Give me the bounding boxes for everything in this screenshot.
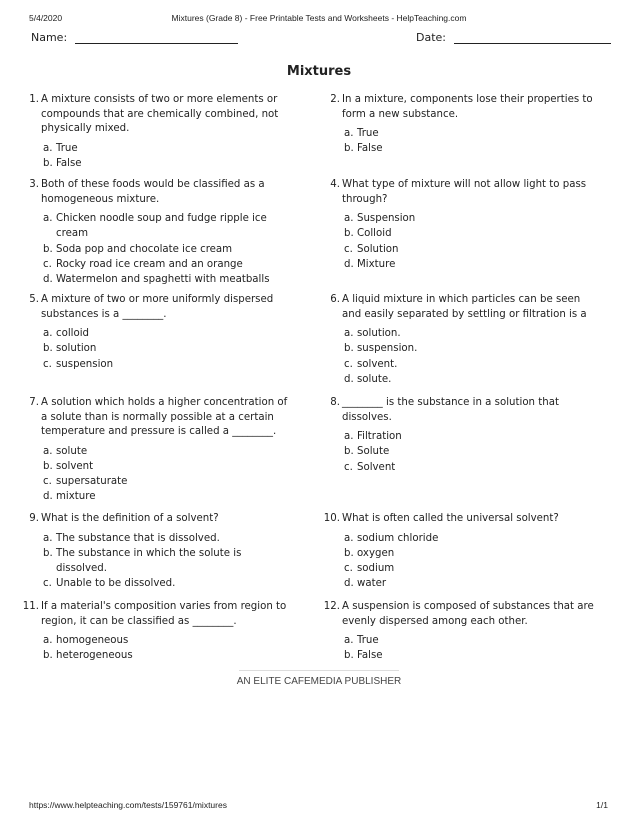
option-letter: b. xyxy=(344,650,354,662)
footer-page: 1/1 xyxy=(596,800,608,810)
option-text: solution. xyxy=(357,328,401,339)
answer-option[interactable] xyxy=(43,341,293,356)
answer-options xyxy=(21,531,293,592)
option-text: Solvent xyxy=(357,461,396,473)
answer-option[interactable] xyxy=(43,474,293,489)
answer-option[interactable] xyxy=(43,576,293,591)
option-text: Suspension xyxy=(357,213,416,224)
question-8 xyxy=(322,396,594,475)
option-text: solute xyxy=(56,445,88,457)
answer-option[interactable] xyxy=(43,444,293,459)
question-text: A solution which holds a higher concentration of a solute than is normally possible at a certain temperature and pressure is called a ________. xyxy=(41,397,288,437)
option-text: heterogeneous xyxy=(56,650,133,662)
question-9 xyxy=(21,512,293,592)
answer-options xyxy=(322,326,594,387)
answer-option[interactable] xyxy=(344,372,594,387)
question-5 xyxy=(21,293,293,372)
option-letter: b. xyxy=(43,650,53,662)
question-number: 12. xyxy=(323,601,340,612)
publisher-label: AN ELITE CAFEMEDIA PUBLISHER xyxy=(236,676,402,687)
answer-option[interactable] xyxy=(344,226,594,241)
date-line[interactable] xyxy=(454,32,611,44)
answer-option[interactable] xyxy=(43,242,293,257)
question-text: In a mixture, components lose their properties to form a new substance. xyxy=(342,94,593,120)
answer-option[interactable] xyxy=(344,648,594,663)
answer-option[interactable] xyxy=(344,633,594,648)
answer-option[interactable] xyxy=(43,357,293,372)
question-text: If a material's composition varies from region to region, it can be classified as ________. xyxy=(41,601,287,627)
option-text: colloid xyxy=(56,328,90,339)
answer-option[interactable] xyxy=(43,489,293,504)
answer-options xyxy=(322,429,594,475)
option-text: water xyxy=(357,578,387,590)
option-text: suspension xyxy=(56,358,114,370)
option-letter: b. xyxy=(43,157,53,169)
answer-options xyxy=(322,531,594,592)
option-text: solvent. xyxy=(357,358,398,370)
option-text: True xyxy=(357,635,379,646)
footer-url: https://www.helpteaching.com/tests/159761/mixtures xyxy=(29,800,227,810)
answer-option[interactable] xyxy=(43,633,293,648)
answer-option[interactable] xyxy=(344,126,594,141)
option-letter: a. xyxy=(43,142,53,154)
option-text: The substance that is dissolved. xyxy=(56,532,220,544)
option-text: Rocky road ice cream and an orange xyxy=(56,258,243,270)
option-letter: b. xyxy=(344,228,354,240)
option-letter: c. xyxy=(43,476,52,488)
name-label: Name: xyxy=(31,31,68,44)
answer-options xyxy=(322,633,594,664)
question-number: 4. xyxy=(330,179,340,190)
answer-option[interactable] xyxy=(344,444,594,459)
option-letter: a. xyxy=(344,635,354,646)
option-text: The substance in which the solute is dissolved. xyxy=(56,547,242,575)
option-letter: a. xyxy=(43,328,53,339)
option-text: sodium chloride xyxy=(357,532,439,544)
option-text: solvent xyxy=(56,460,94,472)
question-number: 10. xyxy=(323,513,340,524)
print-title: Mixtures (Grade 8) - Free Printable Tests and Worksheets - HelpTeaching.com xyxy=(171,13,467,23)
option-text: homogeneous xyxy=(56,635,129,646)
question-12 xyxy=(322,600,594,664)
option-letter: b. xyxy=(43,460,53,472)
question-4 xyxy=(322,178,594,272)
question-text: What type of mixture will not allow light to pass through? xyxy=(342,179,587,205)
option-letter: d. xyxy=(344,373,354,385)
option-text: True xyxy=(357,128,379,139)
option-text: False xyxy=(56,157,82,169)
question-text: What is often called the universal solvent? xyxy=(342,513,559,524)
option-letter: b. xyxy=(344,143,354,155)
question-number: 8. xyxy=(330,397,340,408)
answer-options xyxy=(322,211,594,272)
name-line[interactable] xyxy=(75,32,238,44)
option-letter: c. xyxy=(344,563,353,575)
question-text: What is the definition of a solvent? xyxy=(41,513,219,524)
publisher-divider xyxy=(239,670,399,671)
answer-option[interactable] xyxy=(344,576,594,591)
answer-options xyxy=(21,444,293,505)
option-letter: c. xyxy=(344,358,353,370)
option-text: supersaturate xyxy=(56,476,128,488)
option-letter: a. xyxy=(344,128,354,139)
answer-options xyxy=(322,126,594,157)
question-6 xyxy=(322,293,594,387)
option-text: Filtration xyxy=(357,431,402,442)
option-text: Mixture xyxy=(357,258,396,270)
option-letter: b. xyxy=(344,343,354,355)
option-letter: a. xyxy=(43,445,53,457)
answer-option[interactable] xyxy=(344,546,594,561)
option-letter: d. xyxy=(344,578,354,590)
answer-option[interactable] xyxy=(43,156,293,171)
option-text: Soda pop and chocolate ice cream xyxy=(56,243,233,255)
option-letter: d. xyxy=(43,491,53,503)
option-letter: a. xyxy=(43,532,53,544)
answer-options xyxy=(21,326,293,372)
option-letter: d. xyxy=(43,274,53,286)
option-letter: d. xyxy=(344,258,354,270)
question-number: 7. xyxy=(29,397,39,408)
answer-option[interactable] xyxy=(43,546,293,577)
answer-option[interactable] xyxy=(43,272,293,287)
option-letter: a. xyxy=(43,635,53,646)
question-number: 9. xyxy=(29,513,39,524)
question-text: A mixture of two or more uniformly dispersed substances is a ________. xyxy=(41,294,274,320)
option-letter: b. xyxy=(43,343,53,355)
option-text: Watermelon and spaghetti with meatballs xyxy=(56,274,270,286)
answer-options xyxy=(21,211,293,287)
question-11 xyxy=(21,600,293,664)
question-number: 3. xyxy=(29,179,39,190)
answer-option[interactable] xyxy=(344,242,594,257)
option-text: suspension. xyxy=(357,343,418,355)
question-text: A mixture consists of two or more elements or compounds that are chemically combined, not physically mixed. xyxy=(41,94,279,134)
option-letter: b. xyxy=(43,243,53,255)
date-label: Date: xyxy=(416,31,446,44)
option-letter: c. xyxy=(43,258,52,270)
option-text: mixture xyxy=(56,491,96,503)
option-text: Solute xyxy=(357,446,390,458)
worksheet-title: Mixtures xyxy=(286,64,352,79)
option-text: Solution xyxy=(357,243,399,255)
answer-option[interactable] xyxy=(43,459,293,474)
name-field[interactable] xyxy=(31,31,238,44)
option-text: solute. xyxy=(357,373,392,385)
answer-option[interactable] xyxy=(344,531,594,546)
answer-option[interactable] xyxy=(43,531,293,546)
answer-option[interactable] xyxy=(344,211,594,226)
option-letter: b. xyxy=(344,547,354,559)
option-letter: c. xyxy=(344,461,353,473)
option-text: oxygen xyxy=(357,547,395,559)
question-number: 5. xyxy=(29,294,39,305)
question-number: 2. xyxy=(330,94,340,105)
question-number: 6. xyxy=(330,294,340,305)
answer-options xyxy=(21,141,293,172)
question-text: A liquid mixture in which particles can be seen and easily separated by settling or filtration is a xyxy=(342,294,587,320)
answer-option[interactable] xyxy=(344,326,594,341)
question-10 xyxy=(322,512,594,592)
answer-option[interactable] xyxy=(344,257,594,272)
answer-option[interactable] xyxy=(344,561,594,576)
answer-option[interactable] xyxy=(43,648,293,663)
option-text: True xyxy=(56,142,78,154)
answer-option[interactable] xyxy=(43,141,293,156)
option-text: solution xyxy=(56,343,97,355)
answer-option[interactable] xyxy=(43,326,293,341)
option-letter: b. xyxy=(344,446,354,458)
date-field[interactable] xyxy=(416,31,611,44)
question-number: 1. xyxy=(29,94,39,105)
option-text: False xyxy=(357,143,383,155)
question-2 xyxy=(322,93,594,157)
answer-option[interactable] xyxy=(344,141,594,156)
answer-option[interactable] xyxy=(344,341,594,356)
question-7 xyxy=(21,396,293,505)
option-text: Chicken noodle soup and fudge ripple ice cream xyxy=(56,213,267,240)
answer-option[interactable] xyxy=(43,211,293,242)
option-letter: c. xyxy=(344,243,353,255)
option-text: False xyxy=(357,650,383,662)
answer-options xyxy=(21,633,293,664)
option-letter: a. xyxy=(43,213,53,224)
question-number: 11. xyxy=(22,601,39,612)
answer-option[interactable] xyxy=(43,257,293,272)
answer-option[interactable] xyxy=(344,357,594,372)
option-letter: a. xyxy=(344,328,354,339)
question-3 xyxy=(21,178,293,287)
question-text: A suspension is composed of substances that are evenly dispersed among each other. xyxy=(342,601,594,627)
option-letter: a. xyxy=(344,532,354,544)
option-text: Unable to be dissolved. xyxy=(56,578,176,590)
option-text: Colloid xyxy=(357,228,392,240)
option-letter: a. xyxy=(344,431,354,442)
answer-option[interactable] xyxy=(344,429,594,444)
question-text: ________ is the substance in a solution that dissolves. xyxy=(342,397,559,423)
print-date: 5/4/2020 xyxy=(29,13,63,23)
option-letter: b. xyxy=(43,547,53,559)
option-text: sodium xyxy=(357,563,395,575)
option-letter: a. xyxy=(344,213,354,224)
option-letter: c. xyxy=(43,358,52,370)
option-letter: c. xyxy=(43,578,52,590)
question-text: Both of these foods would be classified as a homogeneous mixture. xyxy=(41,179,265,205)
answer-option[interactable] xyxy=(344,460,594,475)
question-1 xyxy=(21,93,293,171)
